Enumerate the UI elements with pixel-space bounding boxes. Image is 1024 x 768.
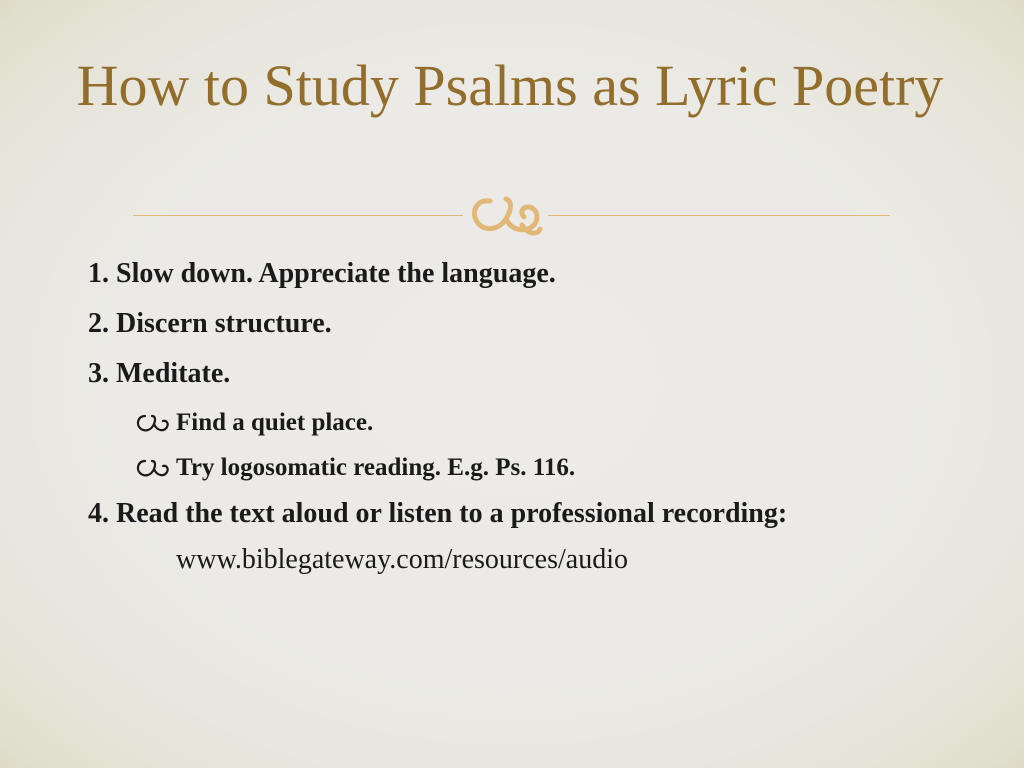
audio-url-text: www.biblegateway.com/resources/audio <box>176 544 628 575</box>
sub-list-item-text: Find a quiet place. <box>176 409 374 436</box>
title-divider-right <box>548 215 890 216</box>
list-item: 1. Slow down. Appreciate the language. <box>88 258 556 289</box>
slide-title: How to Study Psalms as Lyric Poetry <box>76 53 944 118</box>
list-item: 3. Meditate. <box>88 358 231 389</box>
title-divider-left <box>133 215 463 216</box>
swirl-ornament-icon <box>466 191 546 239</box>
sub-list-item <box>88 453 948 483</box>
slide-content <box>88 258 948 578</box>
list-item: 2. Discern structure. <box>88 308 332 339</box>
swirl-bullet-icon <box>135 457 169 479</box>
sub-list-item-text: Try logosomatic reading. E.g. Ps. 116. <box>176 454 576 481</box>
sub-list-item <box>88 408 948 438</box>
swirl-bullet-icon <box>135 412 169 434</box>
list-item: 4. Read the text aloud or listen to a professional recording: <box>88 498 788 529</box>
